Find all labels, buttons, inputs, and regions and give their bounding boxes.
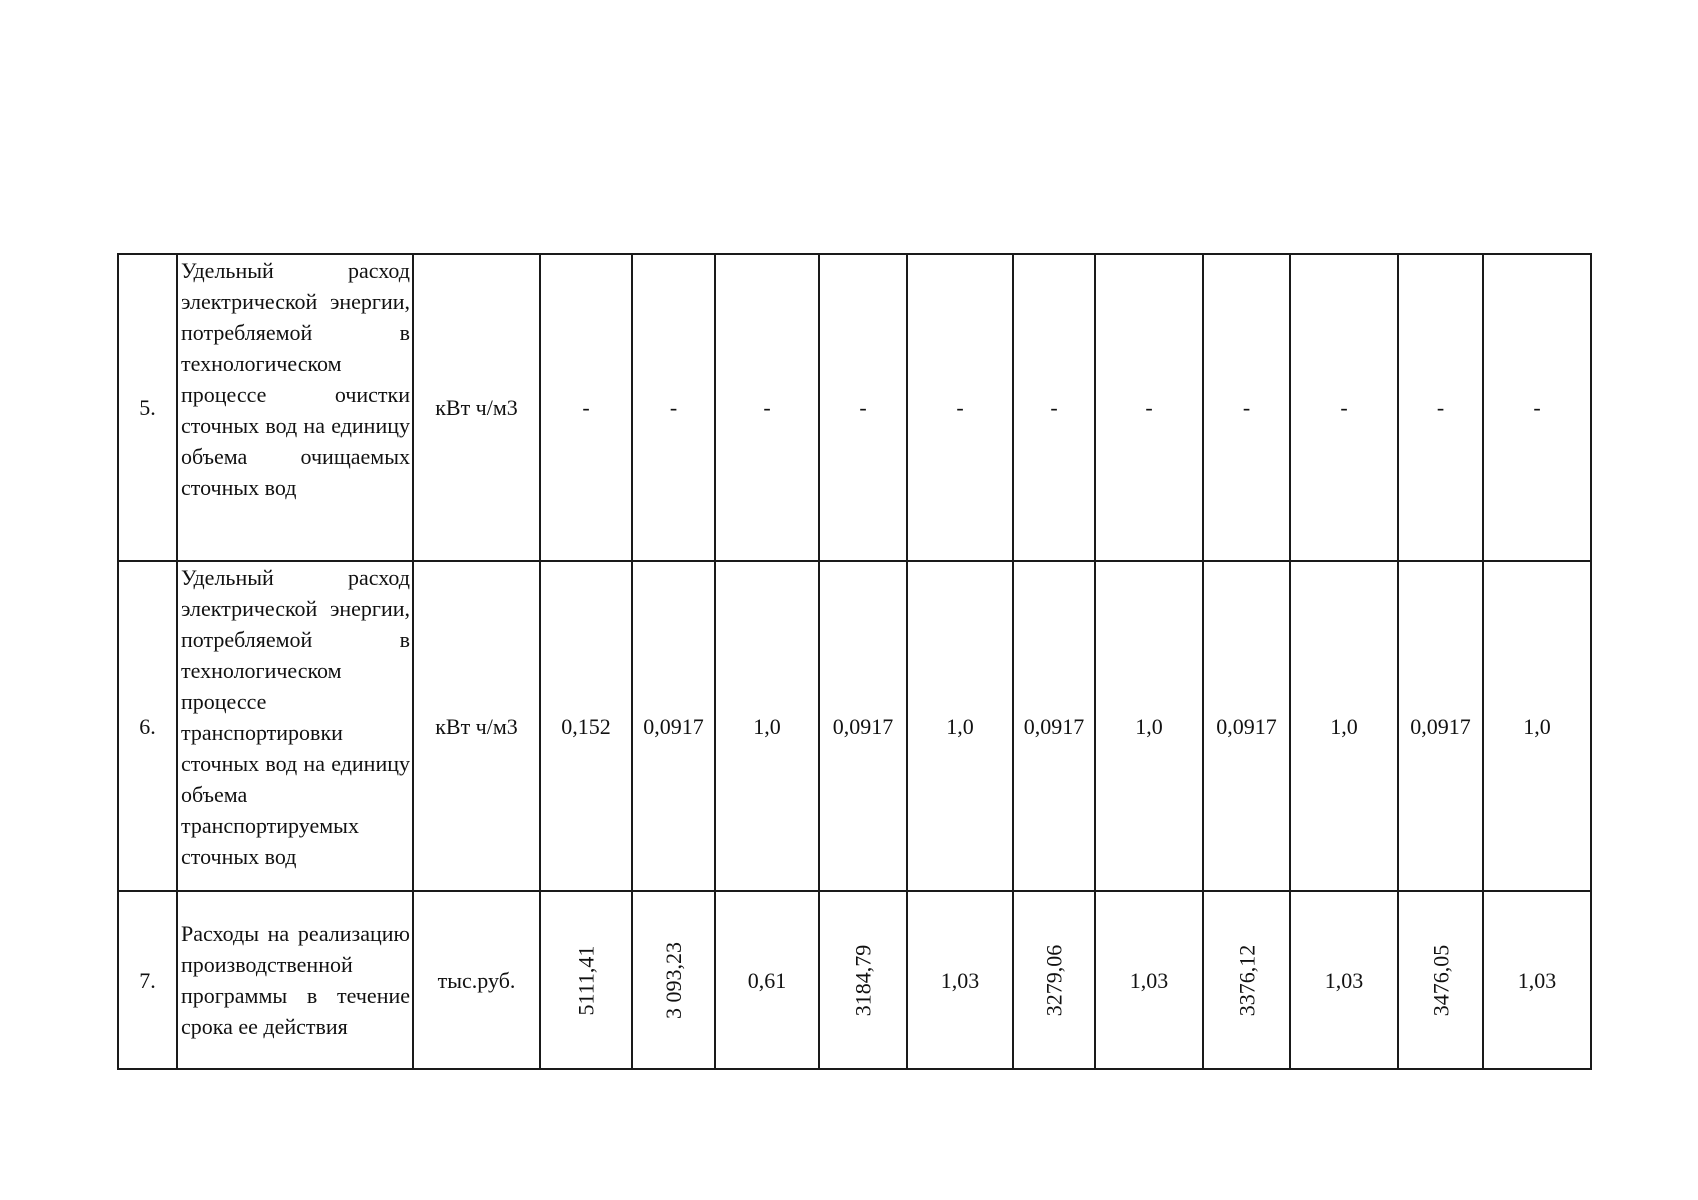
value-cell: 1,0 bbox=[1290, 561, 1398, 891]
value-cell: 0,0917 bbox=[819, 561, 907, 891]
row-description-text: Удельный расход электрической энергии, потребляемой в технологическом процессе очистки сточных вод на единицу объема очищаемых сточных вод bbox=[181, 258, 410, 500]
table-row bbox=[118, 561, 1591, 891]
value-cell: 1,0 bbox=[715, 561, 819, 891]
value-cell: 1,03 bbox=[1290, 891, 1398, 1069]
value-cell: 1,0 bbox=[1095, 561, 1203, 891]
value-cell-rotated bbox=[1398, 891, 1483, 1069]
rotated-value: 3279,06 bbox=[1041, 944, 1067, 1016]
value-cell: - bbox=[819, 254, 907, 561]
value-cell: 0,0917 bbox=[1203, 561, 1290, 891]
value-cell: - bbox=[715, 254, 819, 561]
indicators-table bbox=[117, 253, 1592, 1070]
value-cell-rotated bbox=[1203, 891, 1290, 1069]
row-unit: кВт ч/м3 bbox=[413, 561, 540, 891]
value-cell: 1,0 bbox=[1483, 561, 1591, 891]
value-cell: - bbox=[1203, 254, 1290, 561]
value-cell: 1,03 bbox=[907, 891, 1013, 1069]
row-unit: тыс.руб. bbox=[413, 891, 540, 1069]
rotated-value: 3 093,23 bbox=[661, 941, 686, 1019]
value-cell: 0,0917 bbox=[1398, 561, 1483, 891]
rotated-value: 3476,05 bbox=[1428, 944, 1453, 1016]
value-cell: 0,152 bbox=[540, 561, 632, 891]
row-description bbox=[177, 891, 413, 1069]
value-cell: 1,0 bbox=[907, 561, 1013, 891]
rotated-value: 3184,79 bbox=[850, 944, 876, 1016]
row-number: 5. bbox=[118, 254, 177, 561]
value-cell: - bbox=[1398, 254, 1483, 561]
value-cell: 1,03 bbox=[1483, 891, 1591, 1069]
value-cell: 0,0917 bbox=[1013, 561, 1095, 891]
value-cell: - bbox=[1013, 254, 1095, 561]
value-cell-rotated bbox=[1013, 891, 1095, 1069]
row-unit: кВт ч/м3 bbox=[413, 254, 540, 561]
value-cell: 1,03 bbox=[1095, 891, 1203, 1069]
value-cell: - bbox=[1095, 254, 1203, 561]
row-description-text: Расходы на реализацию производственной программы в течение срока ее действия bbox=[181, 921, 410, 1039]
value-cell: 0,61 bbox=[715, 891, 819, 1069]
row-number: 6. bbox=[118, 561, 177, 891]
value-cell: - bbox=[1483, 254, 1591, 561]
value-cell-rotated bbox=[540, 891, 632, 1069]
value-cell-rotated bbox=[819, 891, 907, 1069]
row-description bbox=[177, 254, 413, 561]
value-cell-rotated bbox=[632, 891, 715, 1069]
value-cell: - bbox=[1290, 254, 1398, 561]
row-description bbox=[177, 561, 413, 891]
value-cell: - bbox=[540, 254, 632, 561]
rotated-value: 5111,41 bbox=[573, 945, 599, 1015]
value-cell: 0,0917 bbox=[632, 561, 715, 891]
row-description-text: Удельный расход электрической энергии, потребляемой в технологическом процессе транспортировки сточных вод на единицу объема транспортируемых сточных вод bbox=[181, 565, 410, 869]
table-row bbox=[118, 254, 1591, 561]
value-cell: - bbox=[632, 254, 715, 561]
value-cell: - bbox=[907, 254, 1013, 561]
row-number: 7. bbox=[118, 891, 177, 1069]
rotated-value: 3376,12 bbox=[1234, 944, 1259, 1016]
table-row bbox=[118, 891, 1591, 1069]
